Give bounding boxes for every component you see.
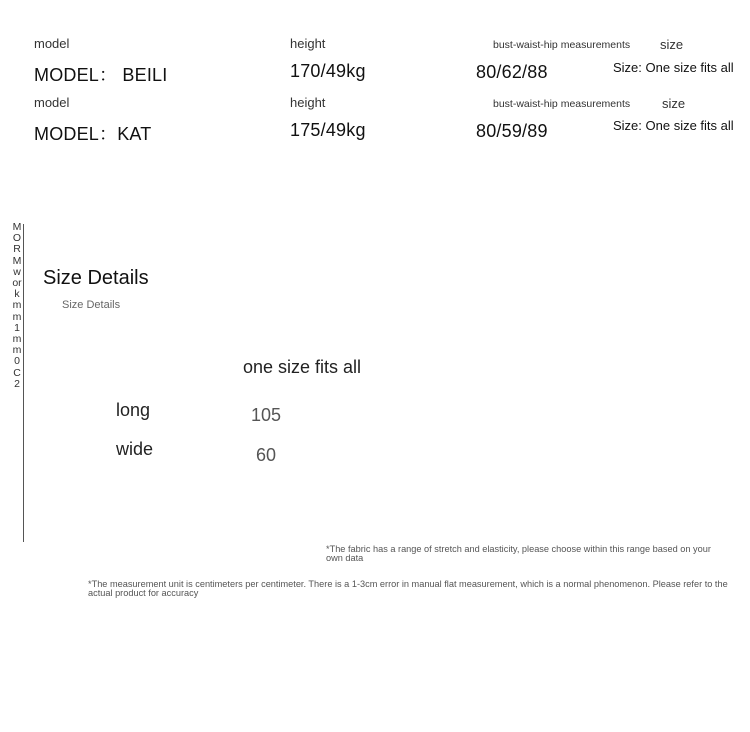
size-row-label: long	[116, 400, 151, 420]
vertical-divider-line	[23, 224, 24, 542]
size-header: size	[662, 96, 686, 111]
stretch-note: *The fabric has a range of stretch and elasticity, please choose within this range based on your own data	[326, 544, 711, 563]
height-header: height	[290, 36, 326, 51]
size-header: size	[660, 37, 684, 52]
model-height: 170/49kg	[290, 61, 366, 81]
model-name: MODEL： BEILI	[34, 65, 168, 85]
model-height: 175/49kg	[290, 120, 366, 140]
model-size: Size: One size fits all	[613, 118, 734, 133]
model-measurements: 80/62/88	[476, 62, 548, 82]
size-row-value: 105	[251, 405, 282, 425]
model-size: Size: One size fits all	[613, 60, 734, 75]
section-title: Size Details	[43, 267, 149, 289]
size-row-value: 60	[256, 445, 277, 465]
model-header: model	[34, 95, 70, 110]
vertical-brand-text: MORMworkmm1mm0C2	[12, 221, 22, 390]
size-row-label: wide	[116, 439, 154, 459]
section-subtitle: Size Details	[62, 299, 121, 311]
model-header: model	[34, 36, 70, 51]
size-column-header: one size fits all	[243, 357, 362, 377]
model-measurements: 80/59/89	[476, 121, 548, 141]
measurements-header: bust-waist-hip measurements	[493, 98, 631, 110]
model-name: MODEL：KAT	[34, 124, 152, 144]
measurements-header: bust-waist-hip measurements	[493, 39, 631, 51]
height-header: height	[290, 95, 326, 110]
measurement-note: *The measurement unit is centimeters per centimeter. There is a 1-3cm error in manual flat measurement, which is a normal phenomenon. Please refer to the actual product for accuracy	[88, 579, 728, 598]
